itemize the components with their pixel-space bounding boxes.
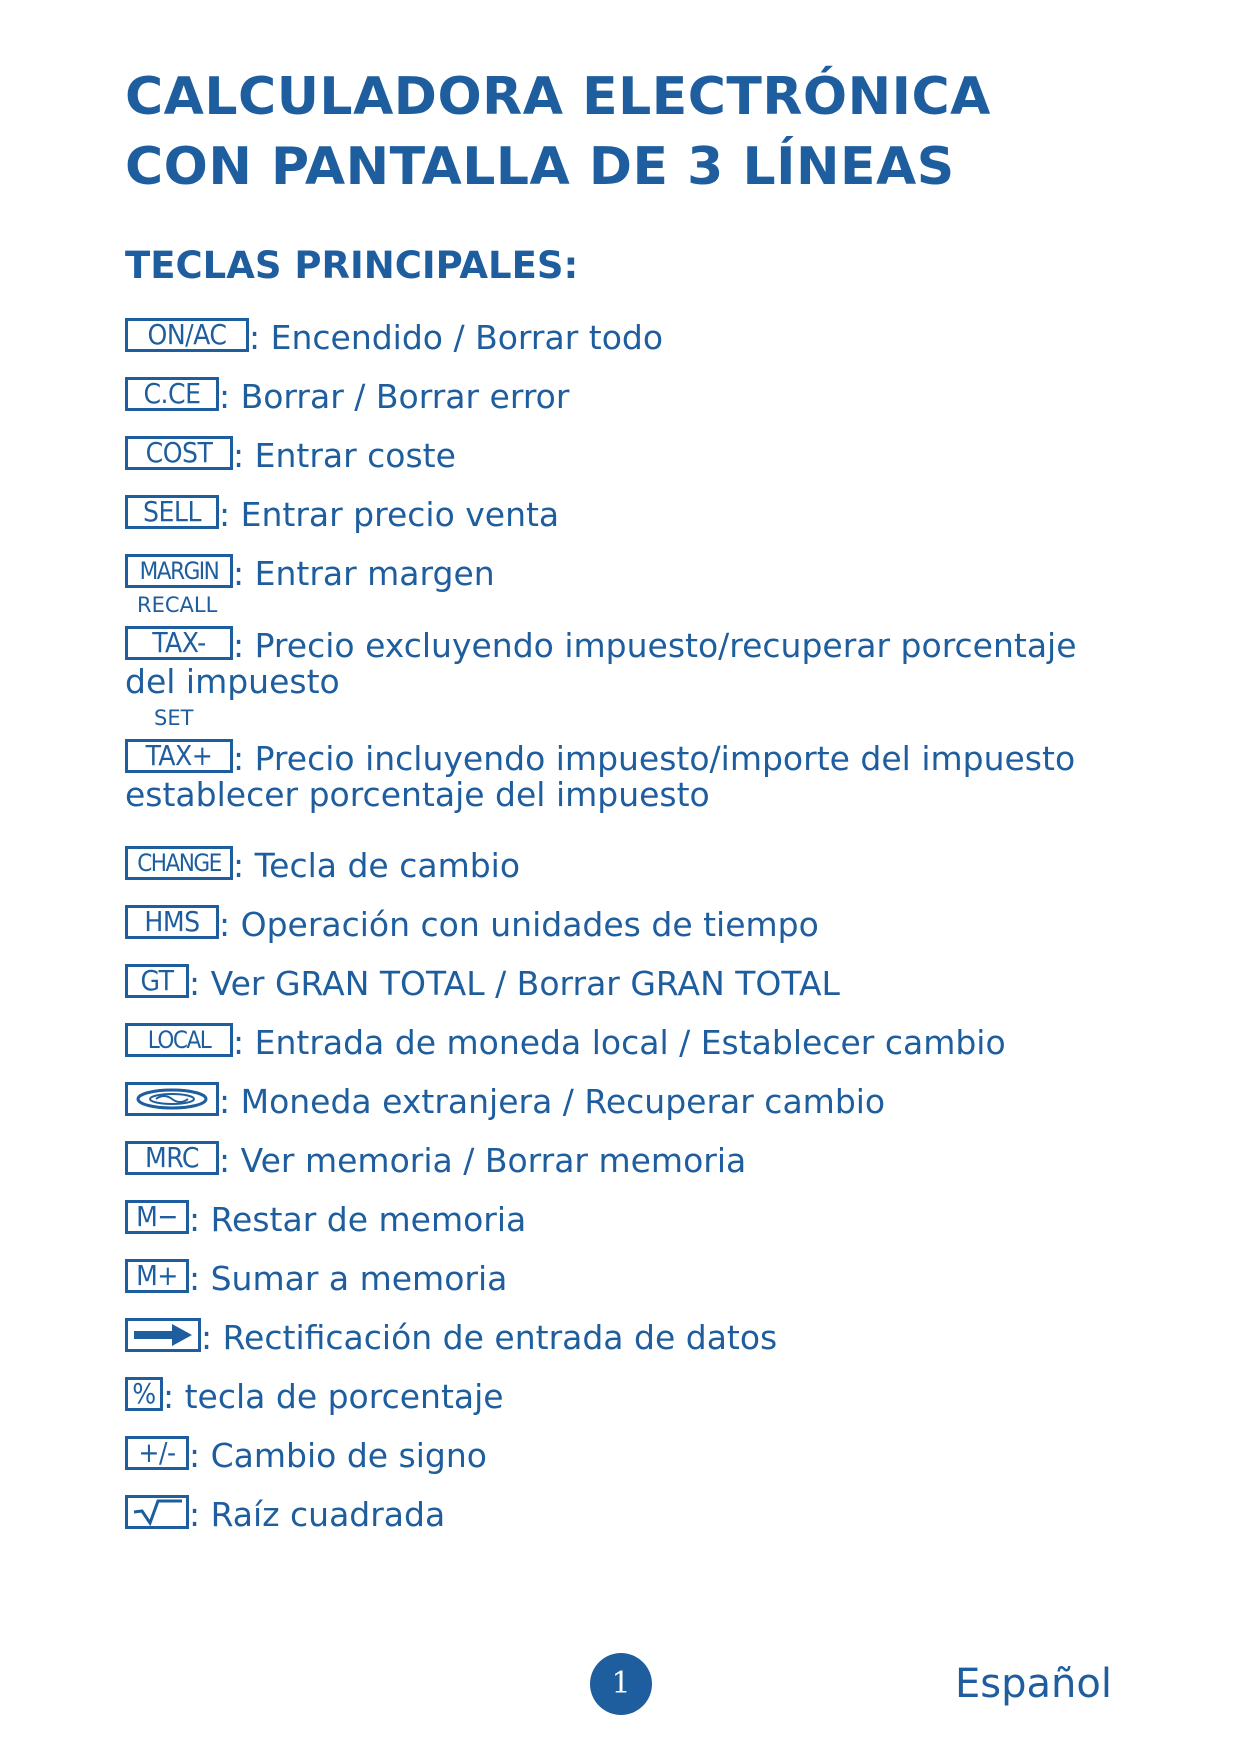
key-entry-percent [125,1377,1135,1415]
key-description: : Precio incluyendo impuesto/importe del impuesto establecer porcentaje del impuesto [125,739,1076,814]
page-title [125,62,991,202]
key-description: : Cambio de signo [189,1436,487,1475]
key-description: : Entrar precio venta [219,495,560,534]
key-description: : Tecla de cambio [233,846,521,885]
key-entry-hms [125,905,1135,943]
key-entry-foreign-currency [125,1082,1135,1120]
foreign-currency-key [125,1082,219,1116]
key-description: : Entrar margen [233,554,495,593]
key-entry-sell [125,495,1135,533]
key-entry-sqrt [125,1495,1135,1533]
key-description: : Restar de memoria [189,1200,527,1239]
title-line-2: CON PANTALLA DE 3 LÍNEAS [125,137,955,197]
mrc-key: MRC [125,1141,219,1175]
key-entry-m-minus [125,1200,1135,1238]
key-description: : Precio excluyendo impuesto/recuperar porcentaje del impuesto [125,626,1077,701]
margin-key: MARGIN [125,554,233,588]
key-entry-arrow [125,1318,1135,1356]
gt-key: GT [125,964,189,998]
square-root-icon [130,1498,184,1526]
foreign-currency-icon [130,1085,214,1113]
cost-key: COST [125,436,233,470]
title-line-1: CALCULADORA ELECTRÓNICA [125,67,991,127]
on-ac-key: ON/AC [125,318,249,352]
key-description: : Borrar / Borrar error [219,377,570,416]
key-description: : Ver memoria / Borrar memoria [219,1141,747,1180]
key-entry-sign [125,1436,1135,1474]
key-entry-change [125,846,1135,884]
set-label: SET [154,706,194,730]
right-arrow-icon [130,1321,196,1349]
sqrt-key [125,1495,189,1529]
key-entry-tax-minus [125,626,1135,700]
arrow-key [125,1318,201,1352]
sell-key: SELL [125,495,219,529]
tax-plus-key: TAX+ [125,739,233,773]
key-description: : Rectificación de entrada de datos [201,1318,778,1357]
local-key: LOCAL [125,1023,233,1057]
language-label: Español [955,1661,1112,1707]
key-entry-cost [125,436,1135,474]
key-entry-m-plus [125,1259,1135,1297]
page-number: 1 [590,1653,652,1715]
key-entry-on-ac [125,318,1135,356]
m-plus-key: M+ [125,1259,189,1293]
key-description: : Sumar a memoria [189,1259,508,1298]
key-entry-c-ce [125,377,1135,415]
m-minus-key: M− [125,1200,189,1234]
recall-label: RECALL [137,593,218,617]
hms-key: HMS [125,905,219,939]
key-entry-local [125,1023,1135,1061]
key-description: : Ver GRAN TOTAL / Borrar GRAN TOTAL [189,964,840,1003]
change-key: CHANGE [125,846,233,880]
key-entry-tax-plus [125,739,1135,813]
key-description: : Raíz cuadrada [189,1495,446,1534]
tax-minus-key: TAX- [125,626,233,660]
sign-key: +/- [125,1436,189,1470]
c-ce-key: C.CE [125,377,219,411]
key-description: : tecla de porcentaje [163,1377,504,1416]
key-entry-margin [125,554,1135,592]
key-entry-gt [125,964,1135,1002]
key-description: : Encendido / Borrar todo [249,318,664,357]
key-description: : Entrar coste [233,436,456,475]
percent-key: % [125,1377,163,1411]
key-entry-mrc [125,1141,1135,1179]
key-description: : Operación con unidades de tiempo [219,905,819,944]
section-heading: TECLAS PRINCIPALES: [125,244,579,287]
key-description: : Entrada de moneda local / Establecer cambio [233,1023,1006,1062]
key-description: : Moneda extranjera / Recuperar cambio [219,1082,886,1121]
